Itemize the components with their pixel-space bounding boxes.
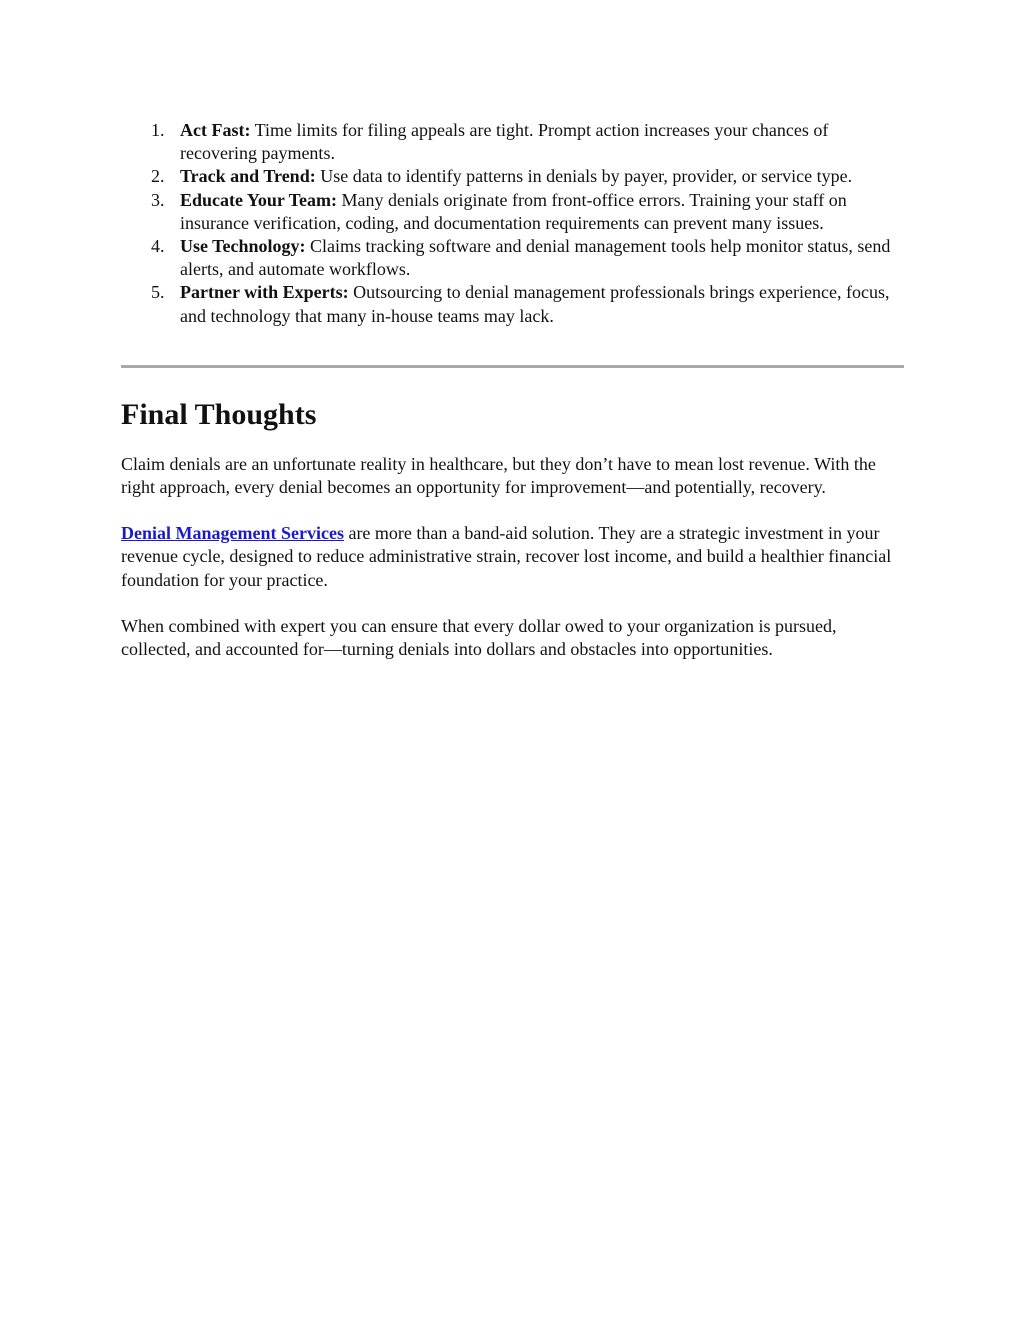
list-item-text: Time limits for filing appeals are tight. Prompt action increases your chances of recovering payments. <box>180 120 829 164</box>
list-item-text: Many denials originate from front-office errors. Training your staff on insurance verification, coding, and documentation requirements can prevent many issues. <box>180 189 847 233</box>
list-item-title: Use Technology: <box>180 236 306 257</box>
list-item-text: Outsourcing to denial management professionals brings experience, focus, and technology that many in-house teams may lack. <box>180 282 890 326</box>
list-item <box>121 189 904 235</box>
list-item-number: 5. <box>151 282 165 303</box>
list-item-text: Use data to identify patterns in denials by payer, provider, or service type. <box>320 166 853 187</box>
list-item <box>121 281 904 327</box>
tips-list <box>121 119 904 328</box>
list-item-number: 1. <box>151 120 165 140</box>
list-item <box>121 165 904 188</box>
final-thoughts-heading: Final Thoughts <box>121 397 317 431</box>
list-item-title: Act Fast: <box>180 120 251 140</box>
final-thoughts-paragraph-1: Claim denials are an unfortunate reality in healthcare, but they don’t have to mean lost revenue. With the right approach, every denial becomes an opportunity for improvement—and potentially, recovery. <box>121 453 876 498</box>
section-divider <box>121 365 904 368</box>
list-item-title: Educate Your Team: <box>180 189 338 210</box>
list-item-number: 3. <box>151 189 165 210</box>
final-thoughts-paragraph-3: When combined with expert you can ensure that every dollar owed to your organization is pursued, collected, and accounted for—turning denials into dollars and obstacles into opportunities. <box>121 615 837 660</box>
document-page <box>121 119 904 661</box>
list-item-number: 2. <box>151 166 165 187</box>
list-item-number: 4. <box>151 236 165 257</box>
denial-management-services-link[interactable]: Denial Management Services <box>121 523 344 544</box>
list-item <box>121 119 904 165</box>
list-item-title: Partner with Experts: <box>180 282 349 303</box>
list-item-text: Claims tracking software and denial management tools help monitor status, send alerts, and automate workflows. <box>180 236 891 280</box>
paragraph-2-text: are more than a band-aid solution. They are a strategic investment in your revenue cycle, designed to reduce administrative strain, recover lost income, and build a healthier financial foundation for your practice. <box>121 523 892 590</box>
final-thoughts-paragraph-2 <box>121 522 904 592</box>
list-item-title: Track and Trend: <box>180 166 316 187</box>
list-item <box>121 235 904 281</box>
